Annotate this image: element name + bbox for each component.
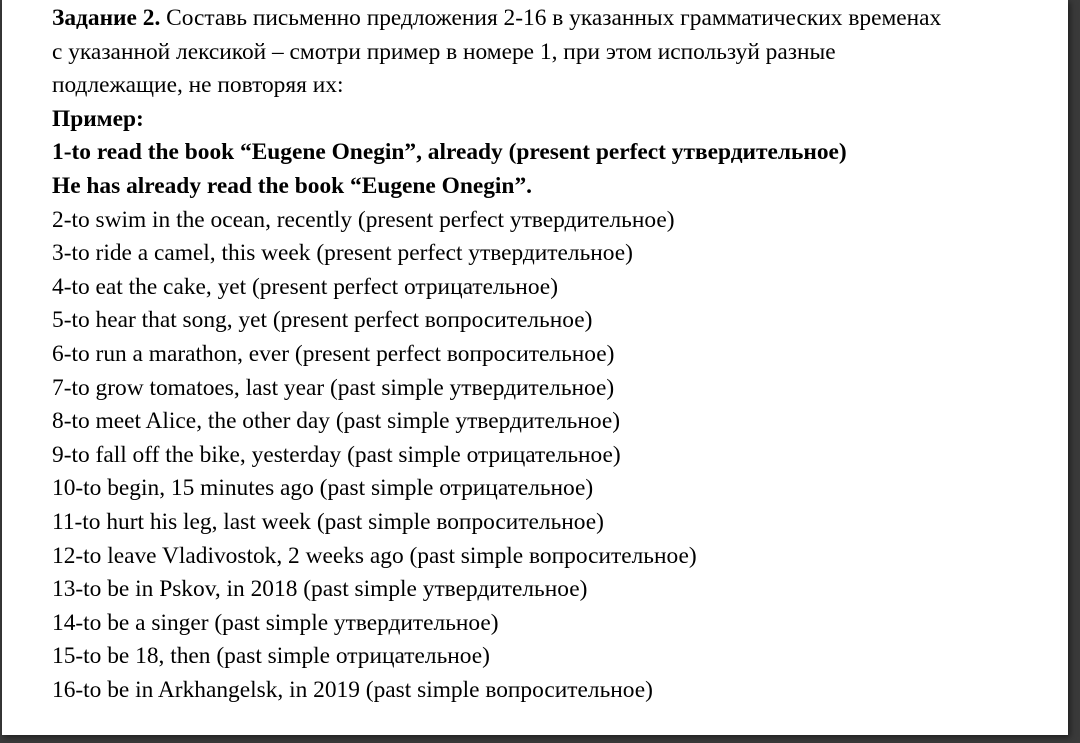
task-heading-line-3: подлежащие, не повторяя их: (52, 72, 344, 99)
exercise-item: 9-to fall off the bike, yesterday (past simple отрицательное) (52, 441, 621, 468)
exercise-item: 12-to leave Vladivostok, 2 weeks ago (past simple вопросительное) (52, 542, 697, 569)
task-heading-label: Задание 2. (52, 5, 161, 31)
exercise-item: 8-to meet Alice, the other day (past simple утвердительное) (52, 408, 620, 435)
exercise-item: 13-to be in Pskov, in 2018 (past simple утвердительное) (52, 576, 588, 603)
example-answer: He has already read the book “Eugene Onegin”. (52, 172, 532, 199)
task-heading-line-2: с указанной лексикой – смотри пример в номере 1, при этом используй разные (52, 38, 836, 65)
task-heading-text: Составь письменно предложения 2-16 в указанных грамматических временах (160, 5, 942, 31)
exercise-item: 5-to hear that song, yet (present perfect вопросительное) (52, 307, 593, 334)
example-prompt: 1-to read the book “Eugene Onegin”, already (present perfect утвердительное) (52, 139, 847, 166)
exercise-item: 4-to eat the cake, yet (present perfect отрицательное) (52, 273, 558, 300)
exercise-item: 10-to begin, 15 minutes ago (past simple отрицательное) (52, 475, 594, 502)
example-label: Пример: (52, 105, 144, 132)
exercise-item: 7-to grow tomatoes, last year (past simple утвердительное) (52, 374, 615, 401)
exercise-item: 16-to be in Arkhangelsk, in 2019 (past simple вопросительное) (52, 676, 653, 703)
exercise-item: 14-to be a singer (past simple утвердительное) (52, 609, 499, 636)
exercise-item: 6-to run a marathon, ever (present perfect вопросительное) (52, 340, 615, 367)
exercise-item: 11-to hurt his leg, last week (past simple вопросительное) (52, 508, 604, 535)
exercise-item: 2-to swim in the ocean, recently (present perfect утвердительное) (52, 206, 675, 233)
document-content (52, 2, 1062, 707)
task-heading-line-1 (52, 2, 1062, 36)
document-page (2, 0, 1068, 735)
exercise-item: 15-to be 18, then (past simple отрицательное) (52, 643, 490, 670)
exercise-item: 3-to ride a camel, this week (present perfect утвердительное) (52, 240, 633, 267)
